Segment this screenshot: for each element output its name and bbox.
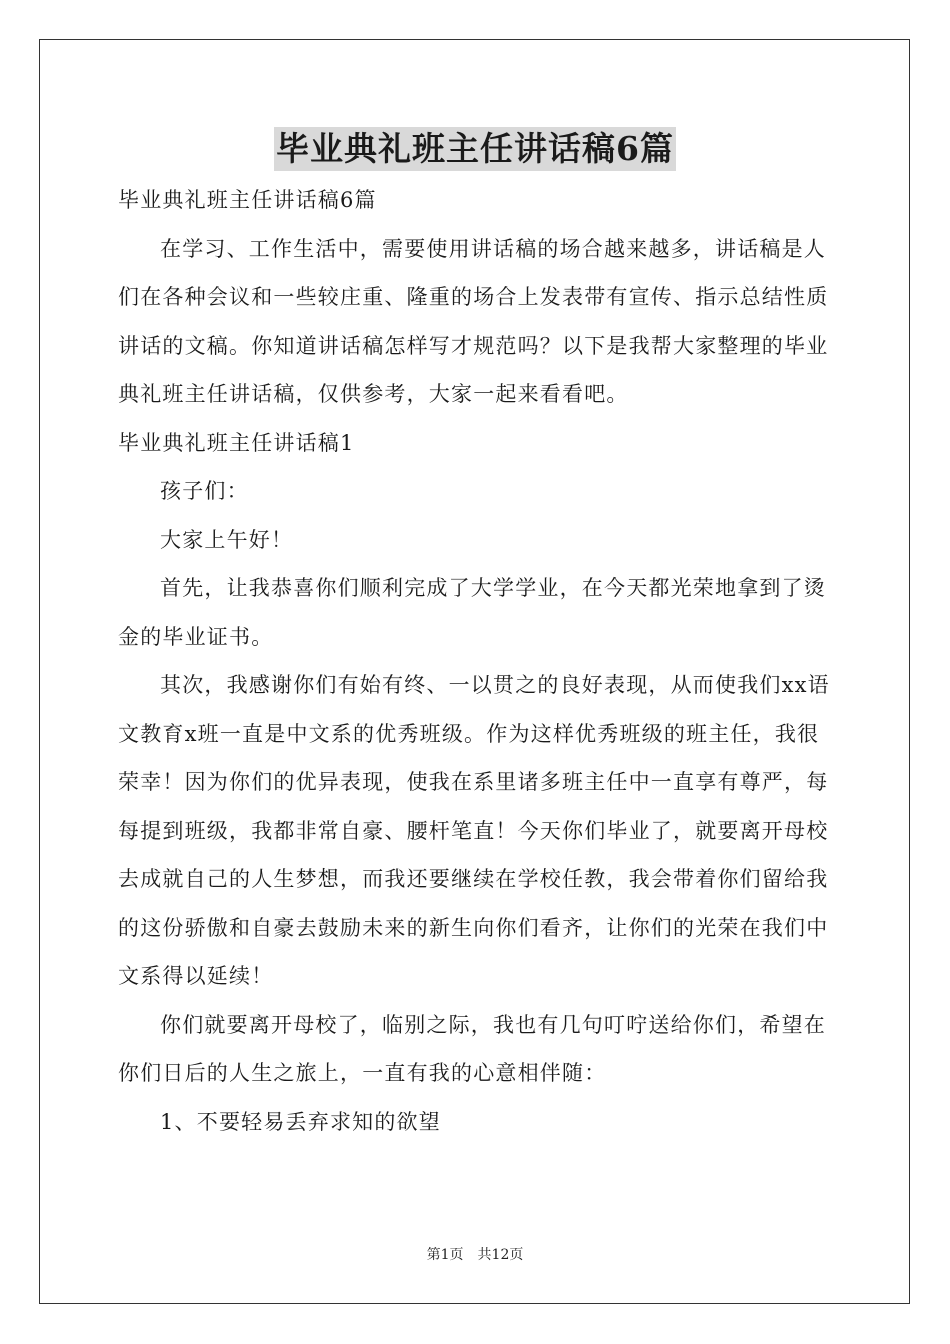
page-footer bbox=[0, 1244, 950, 1264]
paragraph-2: 毕业典礼班主任讲话稿1 bbox=[118, 430, 355, 455]
page-number: 第1页 bbox=[426, 1247, 464, 1263]
paragraph-4: 大家上午好！ bbox=[160, 527, 294, 552]
paragraph-0: 毕业典礼班主任讲话稿6篇 bbox=[118, 188, 377, 212]
document-body bbox=[118, 176, 834, 1146]
page-total: 共12页 bbox=[477, 1247, 524, 1263]
paragraph-7: 你们就要离开母校了，临别之际，我也有几句叮咛送给你们，希望在你们日后的人生之旅上，一直有我的心意相伴随： bbox=[118, 1012, 826, 1085]
document-title: 毕业典礼班主任讲话稿6篇 bbox=[274, 127, 676, 171]
paragraph-5: 首先，让我恭喜你们顺利完成了大学学业，在今天都光荣地拿到了烫金的毕业证书。 bbox=[118, 576, 826, 649]
paragraph-3: 孩子们： bbox=[160, 479, 249, 503]
paragraph-1: 在学习、工作生活中，需要使用讲话稿的场合越来越多，讲话稿是人们在各种会议和一些较庄重、隆重的场合上发表带有宣传、指示总结性质讲话的文稿。你知道讲话稿怎样写才规范吗？以下是我帮大家整理的毕业典礼班主任讲话稿，仅供参考，大家一起来看看吧。 bbox=[118, 236, 829, 406]
title-container bbox=[0, 127, 950, 171]
paragraph-6: 其次，我感谢你们有始有终、一以贯之的良好表现，从而使我们xx语文教育x班一直是中文系的优秀班级。作为这样优秀班级的班主任，我很荣幸！因为你们的优异表现，使我在系里诸多班主任中一直享有尊严，每每提到班级，我都非常自豪、腰杆笔直！今天你们毕业了，就要离开母校去成就自己的人生梦想，而我还要继续在学校任教，我会带着你们留给我的这份骄傲和自豪去鼓励未来的新生向你们看齐，让你们的光荣在我们中文系得以延续！ bbox=[118, 673, 830, 988]
paragraph-8: 1、不要轻易丢弃求知的欲望 bbox=[160, 1109, 441, 1134]
